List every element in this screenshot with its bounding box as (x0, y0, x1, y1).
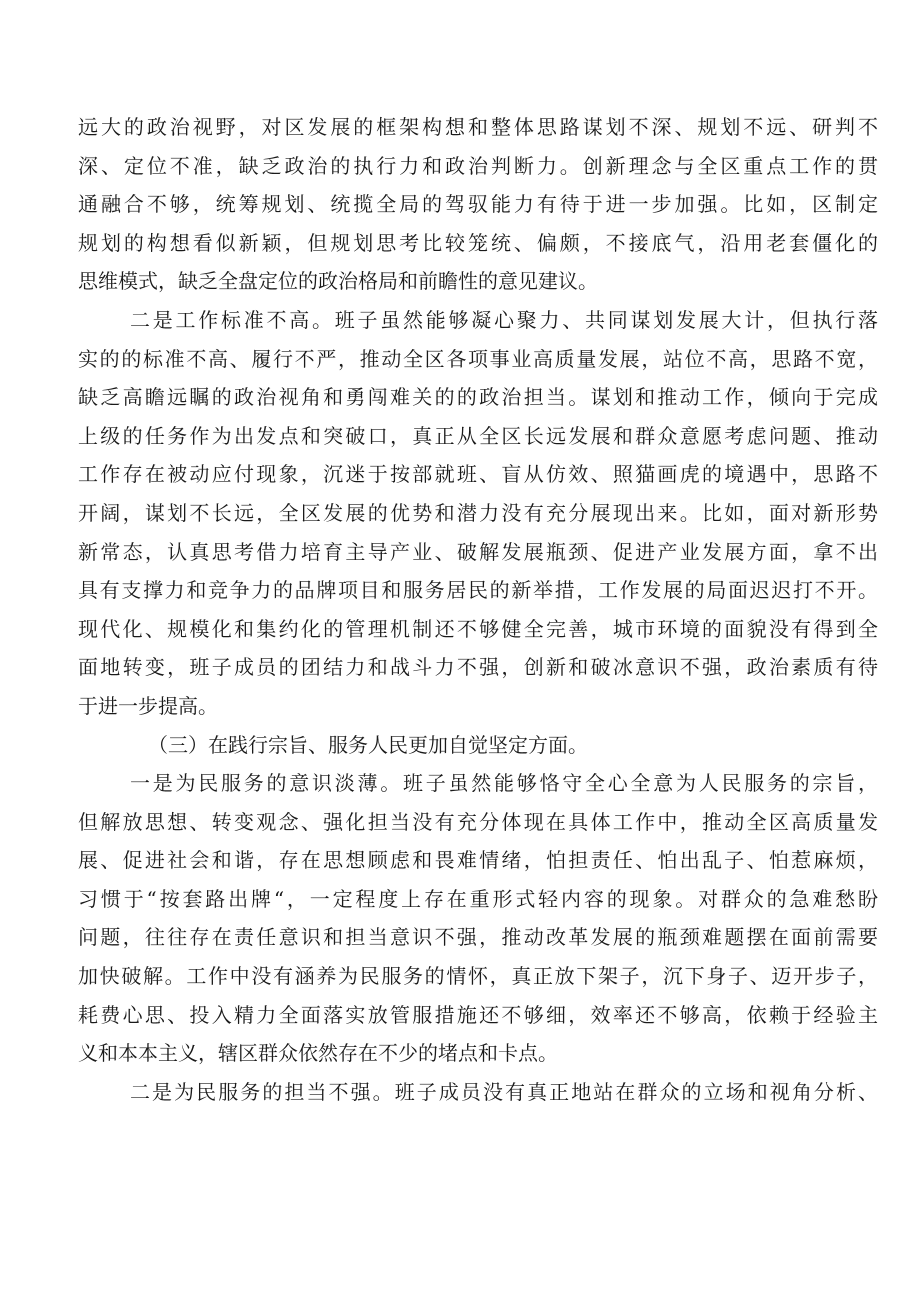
paragraph-line: 于进一步提高。 (78, 693, 218, 718)
paragraph-line: 耗费心思、投入精力全面落实放管服措施还不够细，效率还不够高，依赖于经验主 (78, 1002, 878, 1027)
paragraph-line: 二是工作标准不高。班子虽然能够凝心聚力、共同谋划发展大计，但执行落 (130, 307, 878, 332)
paragraph-line: 新常态，认真思考借力培育主导产业、破解发展瓶颈、促进产业发展方面，拿不出 (78, 539, 878, 564)
paragraph-line: 深、定位不准，缺乏政治的执行力和政治判断力。创新理念与全区重点工作的贯 (78, 153, 878, 178)
paragraph-line: 缺乏高瞻远瞩的政治视角和勇闯难关的的政治担当。谋划和推动工作，倾向于完成 (78, 385, 878, 410)
paragraph-line: 习惯于“按套路出牌“，一定程度上存在重形式轻内容的现象。对群众的急难愁盼 (78, 886, 878, 911)
paragraph-line: 上级的任务作为出发点和突破口，真正从全区长远发展和群众意愿考虑问题、推动 (78, 423, 878, 448)
paragraph-line: 工作存在被动应付现象，沉迷于按部就班、盲从仿效、照猫画虎的境遇中，思路不 (78, 462, 878, 487)
paragraph-line: 实的的标准不高、履行不严，推动全区各项事业高质量发展，站位不高，思路不宽， (78, 346, 878, 371)
paragraph-line: 面地转变，班子成员的团结力和战斗力不强，创新和破冰意识不强，政治素质有待 (78, 655, 878, 680)
paragraph-line: 思维模式，缺乏全盘定位的政治格局和前瞻性的意见建议。 (78, 269, 598, 294)
paragraph-line: 但解放思想、转变观念、强化担当没有充分体现在具体工作中，推动全区高质量发 (78, 809, 878, 834)
paragraph-line: 具有支撑力和竞争力的品牌项目和服务居民的新举措，工作发展的局面迟迟打不开。 (78, 578, 878, 603)
paragraph-line: 二是为民服务的担当不强。班子成员没有真正地站在群众的立场和视角分析、 (130, 1079, 878, 1104)
section-heading: （三）在践行宗旨、服务人民更加自觉坚定方面。 (148, 732, 588, 757)
paragraph-line: 开阔，谋划不长远，全区发展的优势和潜力没有充分展现出来。比如，面对新形势 (78, 500, 878, 525)
paragraph-line: 义和本本主义，辖区群众依然存在不少的堵点和卡点。 (78, 1041, 558, 1066)
paragraph-line: 一是为民服务的意识淡薄。班子虽然能够恪守全心全意为人民服务的宗旨， (130, 771, 878, 796)
paragraph-line: 现代化、规模化和集约化的管理机制还不够健全完善，城市环境的面貌没有得到全 (78, 616, 878, 641)
document-body (78, 108, 878, 1111)
paragraph-line: 展、促进社会和谐，存在思想顾虑和畏难情绪，怕担责任、怕出乱子、怕惹麻烦， (78, 848, 878, 873)
paragraph-line: 问题，往往存在责任意识和担当意识不强，推动改革发展的瓶颈难题摆在面前需要 (78, 925, 878, 950)
paragraph-line: 规划的构想看似新颖，但规划思考比较笼统、偏颇，不接底气，沿用老套僵化的 (78, 230, 878, 255)
paragraph-line: 加快破解。工作中没有涵养为民服务的情怀，真正放下架子，沉下身子、迈开步子， (78, 964, 878, 989)
paragraph-line: 远大的政治视野，对区发展的框架构想和整体思路谋划不深、规划不远、研判不 (78, 115, 878, 139)
paragraph-line: 通融合不够，统筹规划、统揽全局的驾驭能力有待于进一步加强。比如，区制定 (78, 192, 878, 217)
